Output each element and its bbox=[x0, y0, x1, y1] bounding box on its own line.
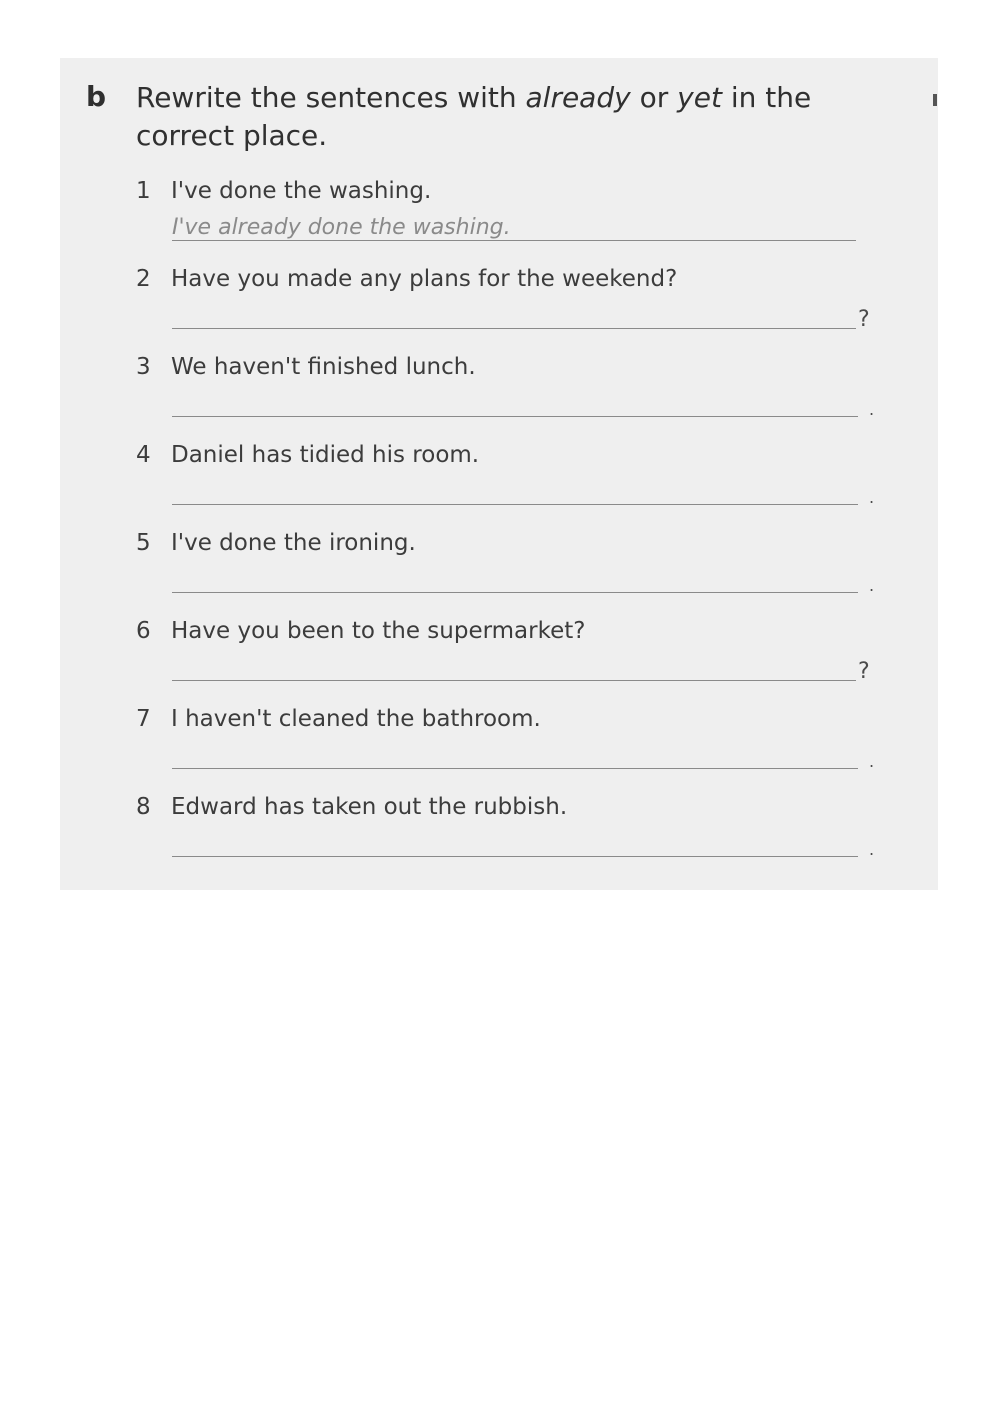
item-number: 8 bbox=[136, 794, 151, 820]
exercise-item bbox=[136, 176, 876, 256]
answer-end-mark: ? bbox=[858, 659, 870, 684]
instruction-keyword-already: already bbox=[525, 81, 631, 114]
item-number: 2 bbox=[136, 266, 151, 292]
answer-line[interactable] bbox=[172, 680, 856, 681]
answer-line[interactable] bbox=[172, 416, 858, 417]
exercise-item bbox=[136, 352, 876, 432]
exercise-item bbox=[136, 792, 876, 872]
exercise-item bbox=[136, 616, 876, 696]
item-sentence: We haven't finished lunch. bbox=[171, 354, 476, 380]
instruction-text: in the correct place. bbox=[136, 81, 812, 152]
item-number: 7 bbox=[136, 706, 151, 732]
exercise-item bbox=[136, 440, 876, 520]
exercise-item bbox=[136, 264, 876, 344]
section-letter: b bbox=[86, 80, 107, 113]
answer-end-mark: . bbox=[869, 840, 875, 859]
item-number: 3 bbox=[136, 354, 151, 380]
item-sentence: I haven't cleaned the bathroom. bbox=[171, 706, 541, 732]
instruction-text: or bbox=[630, 81, 678, 114]
item-sentence: Edward has taken out the rubbish. bbox=[171, 794, 568, 820]
page-edge-mark bbox=[933, 94, 937, 106]
item-number: 4 bbox=[136, 442, 151, 468]
answer-end-mark: . bbox=[869, 400, 875, 419]
item-sentence: Have you been to the supermarket? bbox=[171, 618, 586, 644]
answer-line[interactable] bbox=[172, 856, 858, 857]
answer-line[interactable] bbox=[172, 592, 858, 593]
answer-line[interactable] bbox=[172, 504, 858, 505]
item-number: 1 bbox=[136, 178, 151, 204]
example-answer: I've already done the washing. bbox=[172, 215, 511, 240]
item-sentence: I've done the ironing. bbox=[171, 530, 416, 556]
item-sentence: Daniel has tidied his room. bbox=[171, 442, 480, 468]
item-number: 6 bbox=[136, 618, 151, 644]
instruction-text: Rewrite the sentences with bbox=[136, 81, 526, 114]
answer-end-mark: . bbox=[869, 752, 875, 771]
item-sentence: Have you made any plans for the weekend? bbox=[171, 266, 678, 292]
answer-line[interactable] bbox=[172, 240, 856, 241]
item-number: 5 bbox=[136, 530, 151, 556]
answer-end-mark: . bbox=[869, 488, 875, 507]
instruction-keyword-yet: yet bbox=[677, 81, 722, 114]
exercise-item bbox=[136, 528, 876, 608]
exercise-item bbox=[136, 704, 876, 784]
instructions bbox=[136, 79, 876, 155]
answer-line[interactable] bbox=[172, 768, 858, 769]
answer-end-mark: ? bbox=[858, 307, 870, 332]
answer-end-mark: . bbox=[869, 576, 875, 595]
item-sentence: I've done the washing. bbox=[171, 178, 432, 204]
answer-line[interactable] bbox=[172, 328, 856, 329]
